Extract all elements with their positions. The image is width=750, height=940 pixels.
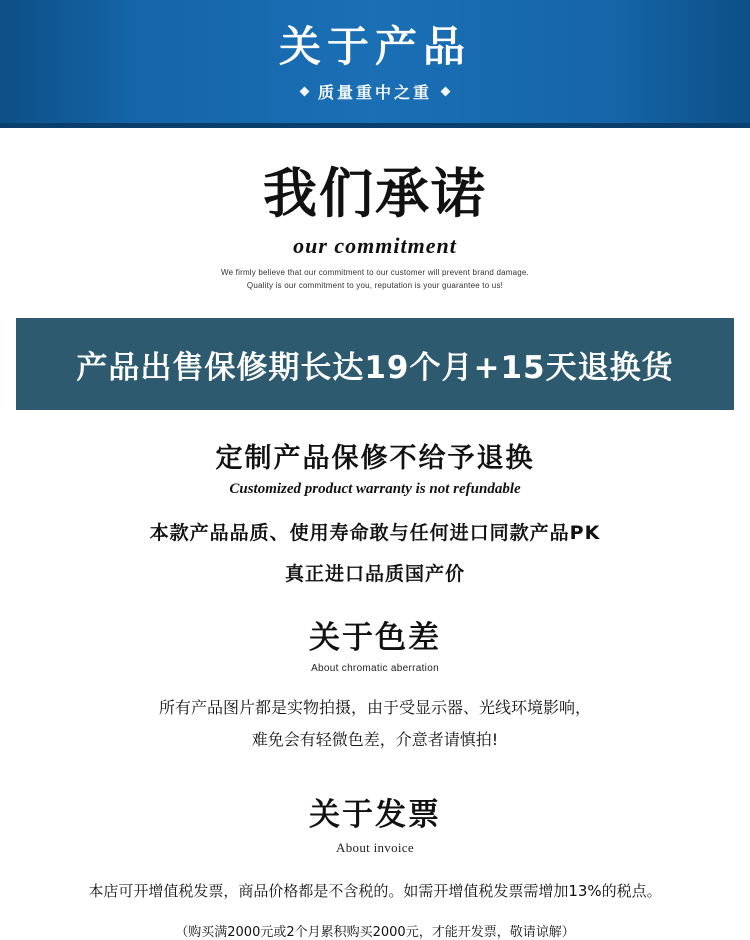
diamond-left-icon (300, 86, 310, 96)
commitment-title: 我们承诺 (263, 162, 487, 225)
diamond-right-icon (441, 86, 451, 96)
warranty-banner (16, 318, 734, 410)
color-difference-title-en: About chromatic aberration (311, 663, 439, 675)
header-subtitle-row (301, 80, 449, 103)
header-banner (0, 0, 750, 128)
custom-policy-line1: 本款产品品质、使用寿命敢与任何进口同款产品PK (149, 522, 601, 545)
color-difference-line1: 所有产品图片都是实物拍摄，由于受显示器、光线环境影响， (158, 698, 591, 718)
custom-policy-title: 定制产品保修不给予退换 (215, 443, 535, 475)
color-difference-line2: 难免会有轻微色差，介意者请慎拍! (251, 729, 499, 749)
custom-policy-line2: 真正进口品质国产价 (284, 563, 465, 586)
invoice-note: （购买满2000元或2个月累积购买2000元，才能开发票，敬请谅解） (175, 924, 575, 940)
header-content (0, 0, 750, 128)
commitment-note-line2: Quality is our commitment to you, reputation is your guarantee to us! (246, 281, 504, 291)
page-title: 关于产品 (278, 22, 471, 72)
invoice-section (0, 789, 750, 940)
warranty-text: 产品出售保修期长达19个月+15天退换货 (76, 349, 674, 386)
commitment-title-en: our commitment (293, 233, 457, 259)
custom-policy-title-en: Customized product warranty is not refundable (229, 481, 521, 498)
header-bottom-divider (0, 123, 750, 128)
invoice-title-en: About invoice (336, 839, 414, 855)
custom-policy-section (0, 410, 750, 586)
invoice-line1: 本店可开增值税发票，商品价格都是不含税的。如需开增值税发票需增加13%的税点。 (88, 881, 662, 900)
commitment-note-line1: We firmly believe that our commitment to our customer will prevent brand damage. (221, 268, 529, 278)
invoice-title: 关于发票 (309, 796, 441, 833)
color-difference-title: 关于色差 (309, 620, 441, 657)
color-difference-section (0, 612, 750, 754)
header-subtitle: 质量重中之重 (317, 82, 432, 102)
color-difference-body (0, 692, 750, 754)
commitment-section (0, 128, 750, 290)
